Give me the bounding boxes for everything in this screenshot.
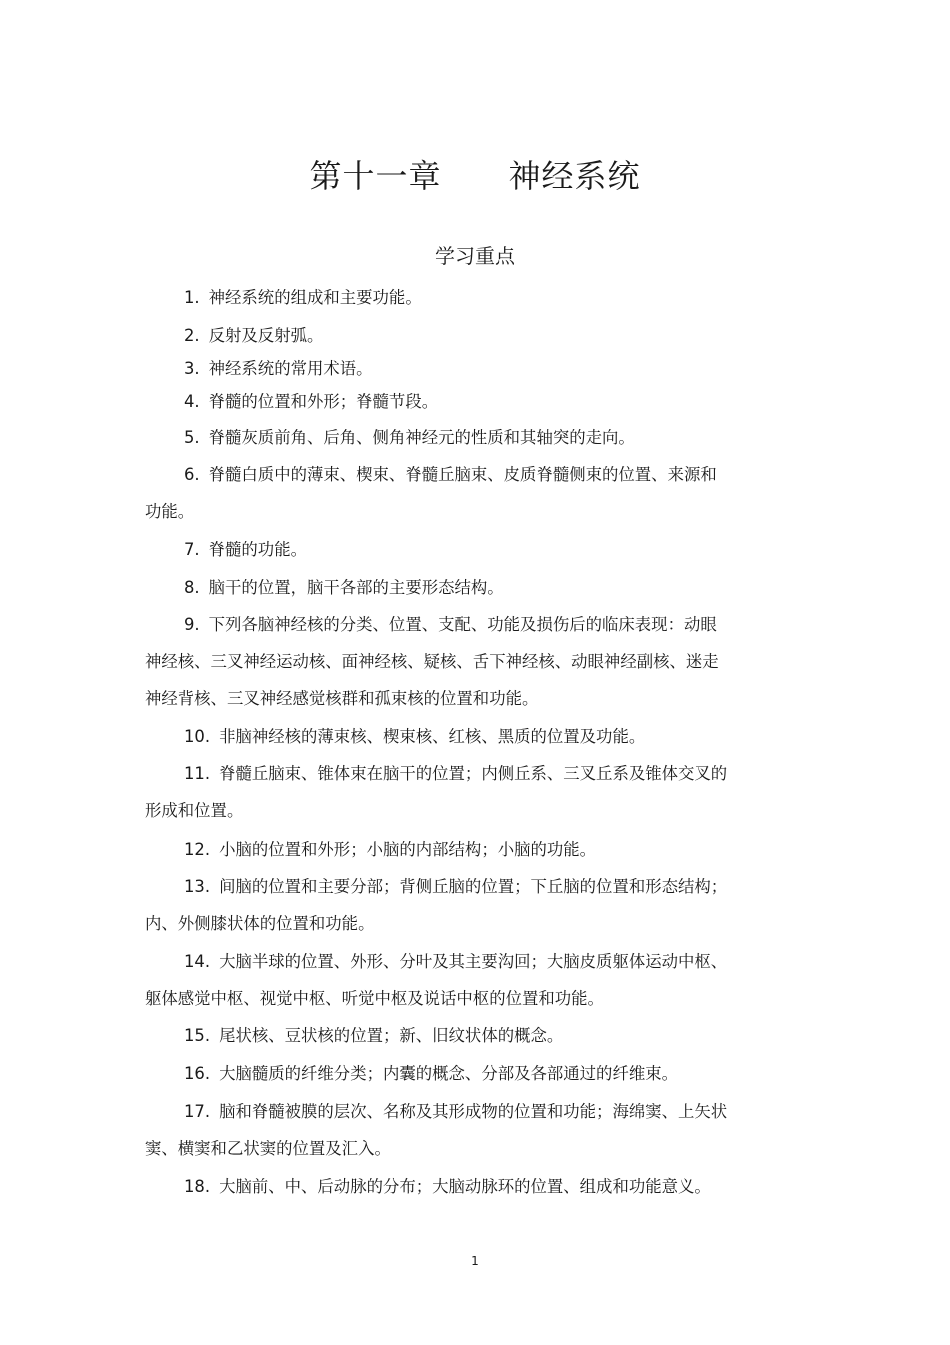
list-item [145, 831, 775, 868]
section-title: 学习重点 [435, 244, 515, 268]
list-item-first-line [145, 1168, 775, 1205]
list-item [145, 755, 775, 829]
list-item-number: 12. [184, 840, 211, 859]
page-number: 1 [471, 1254, 479, 1268]
list-item-number: 8. [184, 578, 200, 597]
list-item-text: 大脑半球的位置、外形、分叶及其主要沟回；大脑皮质躯体运动中枢、 [219, 952, 728, 971]
list-item-number: 13. [184, 877, 211, 896]
list-item-number: 15. [184, 1026, 211, 1045]
list-item-text: 脊髓白质中的薄束、楔束、脊髓丘脑束、皮质脊髓侧束的位置、来源和 [208, 465, 717, 484]
list-item [145, 1168, 775, 1205]
list-item-continuation-line [145, 643, 775, 680]
list-item-continuation-line [145, 905, 775, 942]
list-item-text: 神经系统的常用术语。 [208, 359, 373, 378]
list-item-text: 大脑前、中、后动脉的分布；大脑动脉环的位置、组成和功能意义。 [219, 1177, 711, 1196]
list-item [145, 317, 775, 354]
list-item-first-line [145, 1055, 775, 1092]
list-item-text: 脊髓的功能。 [208, 540, 307, 559]
list-item-first-line [145, 383, 775, 420]
list-item-text: 下列各脑神经核的分类、位置、支配、功能及损伤后的临床表现：动眼 [208, 615, 717, 634]
list-item-first-line [145, 279, 775, 316]
list-item-first-line [145, 569, 775, 606]
list-item-text: 神经核、三叉神经运动核、面神经核、疑核、舌下神经核、动眼神经副核、迷走 [145, 652, 719, 671]
list-item-text: 脑干的位置，脑干各部的主要形态结构。 [208, 578, 504, 597]
chapter-title: 第十一章 神经系统 [309, 157, 641, 195]
list-item-continuation-line [145, 792, 775, 829]
list-item-text: 躯体感觉中枢、视觉中枢、听觉中枢及说话中枢的位置和功能。 [145, 989, 604, 1008]
list-item-number: 3. [184, 359, 200, 378]
list-item-text: 脑和脊髓被膜的层次、名称及其形成物的位置和功能；海绵窦、上矢状 [219, 1102, 728, 1121]
list-item-number: 1. [184, 288, 200, 307]
list-item-first-line [145, 1093, 775, 1130]
list-item-text: 神经系统的组成和主要功能。 [208, 288, 422, 307]
list-item-number: 5. [184, 428, 200, 447]
list-item-first-line [145, 350, 775, 387]
list-item-text: 间脑的位置和主要分部；背侧丘脑的位置；下丘脑的位置和形态结构； [219, 877, 728, 896]
list-item-first-line [145, 606, 775, 643]
list-item-number: 18. [184, 1177, 211, 1196]
list-item [145, 569, 775, 606]
list-item-text: 反射及反射弧。 [208, 326, 324, 345]
list-item-number: 9. [184, 615, 200, 634]
list-item [145, 606, 775, 717]
list-item-number: 10. [184, 727, 211, 746]
list-item [145, 279, 775, 316]
list-item-first-line [145, 718, 775, 755]
list-item-first-line [145, 317, 775, 354]
list-item-number: 4. [184, 392, 200, 411]
list-item-number: 7. [184, 540, 200, 559]
list-item-first-line [145, 531, 775, 568]
list-item-continuation-line [145, 1130, 775, 1167]
list-item-text: 脊髓灰质前角、后角、侧角神经元的性质和其轴突的走向。 [208, 428, 635, 447]
list-item [145, 1055, 775, 1092]
list-item-text: 功能。 [145, 502, 195, 521]
list-item-text: 脊髓丘脑束、锥体束在脑干的位置；内侧丘系、三叉丘系及锥体交叉的 [219, 764, 728, 783]
list-item [145, 456, 775, 530]
list-item [145, 1093, 775, 1167]
list-item-first-line [145, 831, 775, 868]
list-item [145, 383, 775, 420]
list-item [145, 1017, 775, 1054]
list-item [145, 868, 775, 942]
list-item-first-line [145, 755, 775, 792]
list-item-text: 大脑髓质的纤维分类；内囊的概念、分部及各部通过的纤维束。 [219, 1064, 679, 1083]
list-item-text: 非脑神经核的薄束核、楔束核、红核、黑质的位置及功能。 [219, 727, 646, 746]
list-item [145, 718, 775, 755]
list-item-text: 内、外侧膝状体的位置和功能。 [145, 914, 375, 933]
list-item [145, 531, 775, 568]
list-item-number: 16. [184, 1064, 211, 1083]
list-item-number: 2. [184, 326, 200, 345]
list-item-text: 形成和位置。 [145, 801, 244, 820]
list-item-text: 小脑的位置和外形；小脑的内部结构；小脑的功能。 [219, 840, 597, 859]
list-item-first-line [145, 868, 775, 905]
list-item-text: 尾状核、豆状核的位置；新、旧纹状体的概念。 [219, 1026, 564, 1045]
list-item-text: 神经背核、三叉神经感觉核群和孤束核的位置和功能。 [145, 689, 539, 708]
list-item [145, 350, 775, 387]
list-item-first-line [145, 943, 775, 980]
list-item-number: 6. [184, 465, 200, 484]
list-item-first-line [145, 1017, 775, 1054]
list-item-first-line [145, 456, 775, 493]
list-item-continuation-line [145, 680, 775, 717]
list-item-text: 脊髓的位置和外形；脊髓节段。 [208, 392, 439, 411]
list-item-continuation-line [145, 493, 775, 530]
list-item-first-line [145, 419, 775, 456]
list-item-number: 11. [184, 764, 211, 783]
list-item-number: 14. [184, 952, 211, 971]
list-item-text: 窦、横窦和乙状窦的位置及汇入。 [145, 1139, 391, 1158]
list-item-continuation-line [145, 980, 775, 1017]
list-item [145, 419, 775, 456]
list-item [145, 943, 775, 1017]
list-item-number: 17. [184, 1102, 211, 1121]
